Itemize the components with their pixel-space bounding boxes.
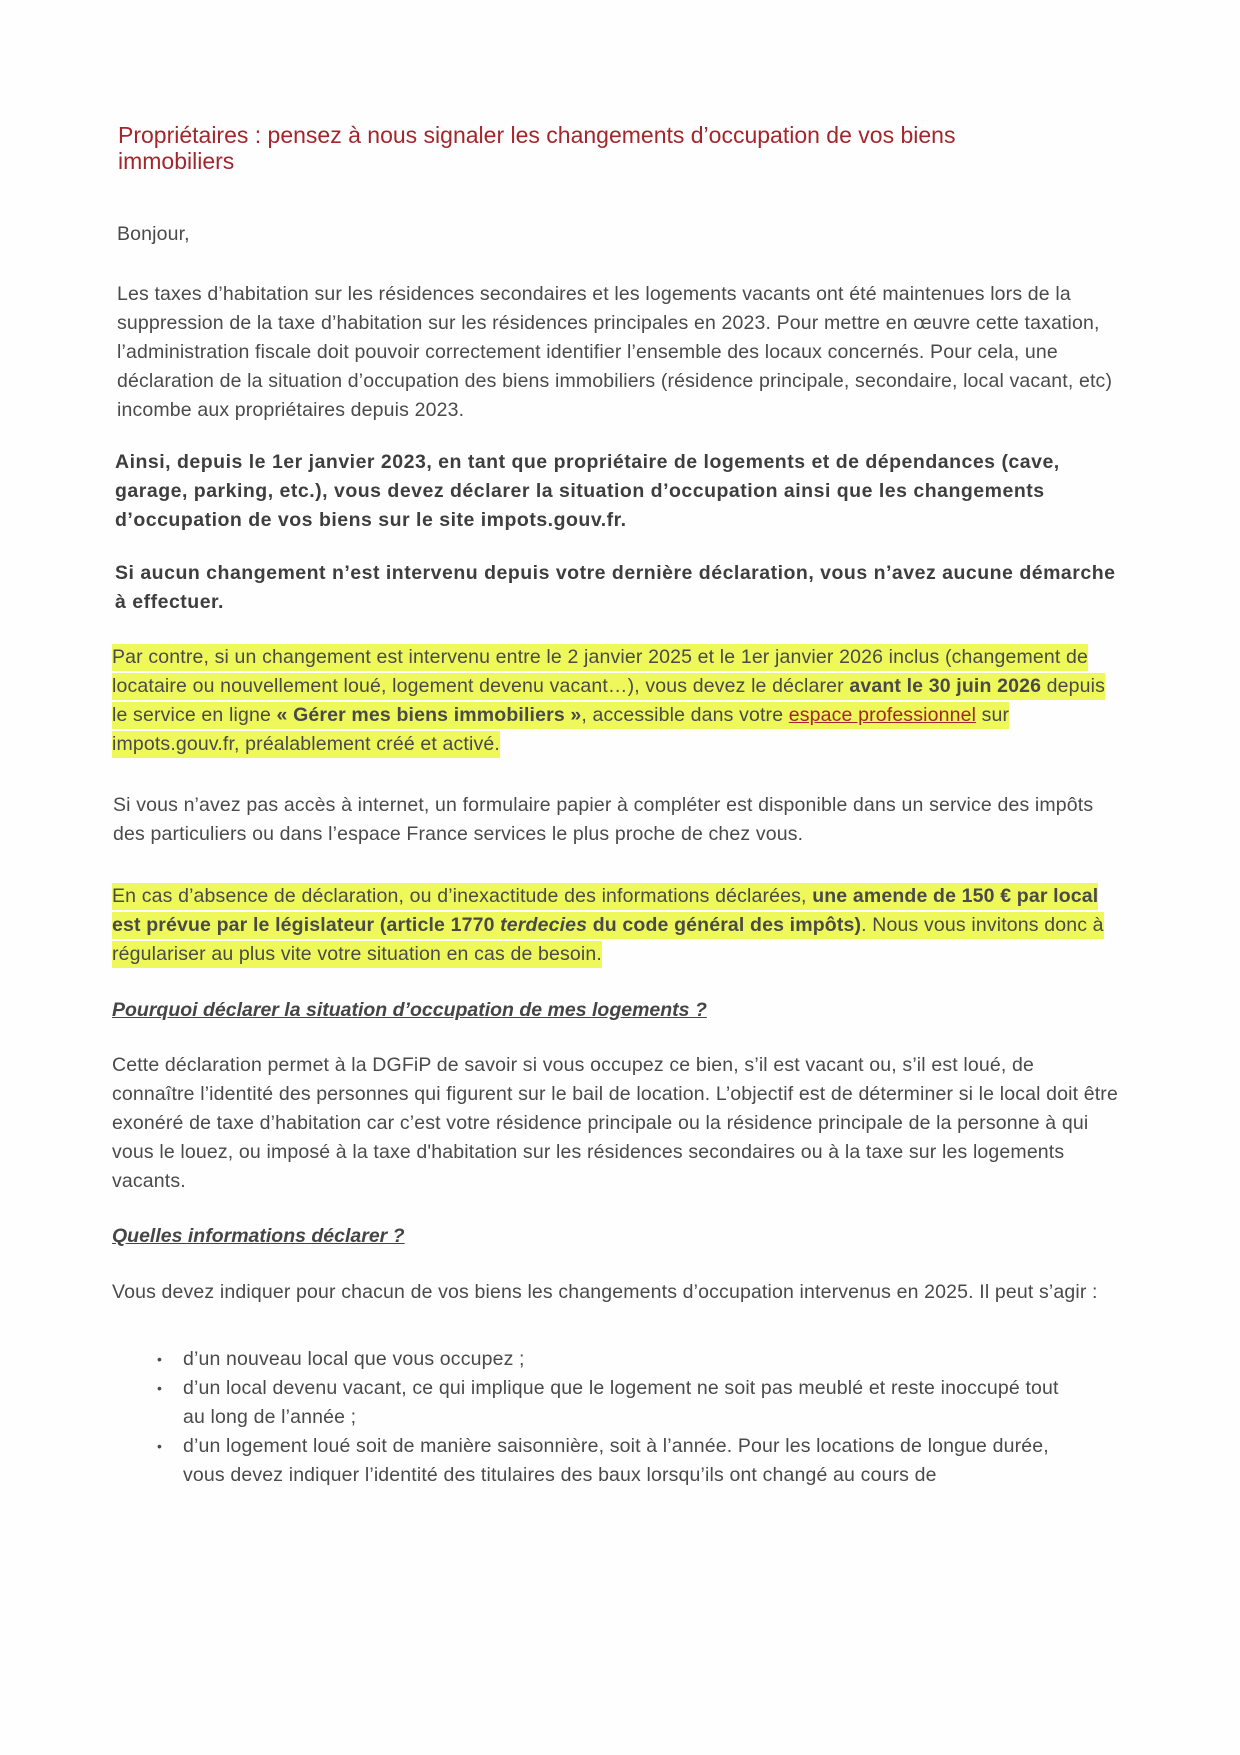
penalty-amount: une amende de 150 € par local est prévue par le législateur (article 1770 terdecies du code général des impôts) [112, 885, 1099, 936]
service-name: « Gérer mes biens immobiliers » [276, 704, 582, 726]
letter-body [112, 122, 1122, 1490]
no-change-paragraph: Si aucun changement n’est intervenu depuis votre dernière déclaration, vous n’avez aucune démarche à effectuer. [115, 562, 1116, 613]
occupation-change-list [112, 1345, 1122, 1490]
page-title: Propriétaires : pensez à nous signaler les changements d’occupation de vos biens immobiliers [118, 122, 956, 174]
section-heading-why: Pourquoi déclarer la situation d’occupation de mes logements ? [112, 999, 707, 1021]
obligation-paragraph: Ainsi, depuis le 1er janvier 2023, en tant que propriétaire de logements et de dépendances (cave, garage, parking, etc.), vous devez déclarer la situation d’occupation ainsi que les changements d’occupation de vos biens sur le site impots.gouv.fr. [115, 451, 1060, 531]
deadline-date: avant le 30 juin 2026 [849, 675, 1042, 697]
paper-form-paragraph: Si vous n’avez pas accès à internet, un formulaire papier à compléter est disponible dans un service des impôts des particuliers ou dans l’espace France services le plus proche de chez vous. [113, 794, 1094, 845]
deadline-highlight: Par contre, si un changement est intervenu entre le 2 janvier 2025 et le 1er janvier 2026 inclus (changement de locataire ou nouvellement loué, logement devenu vacant…), vous devez le déclarer avant le 30 juin 2026 depuis le service en ligne « Gérer mes biens immobiliers », accessible dans votre espace professionnel sur impots.gouv.fr, préalablement créé et activé. [112, 646, 1106, 755]
penalty-paragraph [112, 882, 1122, 969]
penalty-highlight: En cas d’absence de déclaration, ou d’inexactitude des informations déclarées, une amende de 150 € par local est prévue par le législateur (article 1770 terdecies du code général des impôts). Nous vous invitons donc à régulariser au plus vite votre situation en cas de besoin. [112, 885, 1104, 965]
what-paragraph: Vous devez indiquer pour chacun de vos biens les changements d’occupation intervenus en 2025. Il peut s’agir : [112, 1281, 1098, 1303]
list-item: • d’un logement loué soit de manière saisonnière, soit à l’année. Pour les locations de longue durée, vous devez indiquer l’identité des titulaires des baux lorsqu’ils ont changé au cours de [112, 1432, 1063, 1490]
list-item: • d’un local devenu vacant, ce qui implique que le logement ne soit pas meublé et reste inoccupé tout au long de l’année ; [112, 1374, 1063, 1432]
bullet-icon: • [157, 1438, 163, 1454]
bullet-icon: • [157, 1351, 163, 1367]
greeting: Bonjour, [117, 223, 190, 245]
list-item: • d’un nouveau local que vous occupez ; [112, 1345, 1063, 1374]
section-heading-what: Quelles informations déclarer ? [112, 1225, 405, 1247]
deadline-paragraph [112, 643, 1122, 759]
espace-professionnel-link[interactable]: espace professionnel [788, 704, 977, 726]
intro-paragraph: Les taxes d’habitation sur les résidences secondaires et les logements vacants ont été maintenues lors de la suppression de la taxe d’habitation sur les résidences principales en 2023. Pour mettre en œuvre cette taxation, l’administration fiscale doit pouvoir correctement identifier l’ensemble des locaux concernés. Pour cela, une déclaration de la situation d’occupation des biens immobiliers (résidence principale, secondaire, local vacant, etc) incombe aux propriétaires depuis 2023. [117, 283, 1113, 421]
why-paragraph: Cette déclaration permet à la DGFiP de savoir si vous occupez ce bien, s’il est vacant ou, s’il est loué, de connaître l’identité des personnes qui figurent sur le bail de location. L’objectif est de déterminer si le local doit être exonéré de taxe d’habitation car c’est votre résidence principale ou la résidence principale de la personne à qui vous le louez, ou imposé à la taxe d'habitation sur les résidences secondaires ou à la taxe sur les logements vacants. [112, 1054, 1118, 1192]
bullet-icon: • [157, 1380, 163, 1396]
